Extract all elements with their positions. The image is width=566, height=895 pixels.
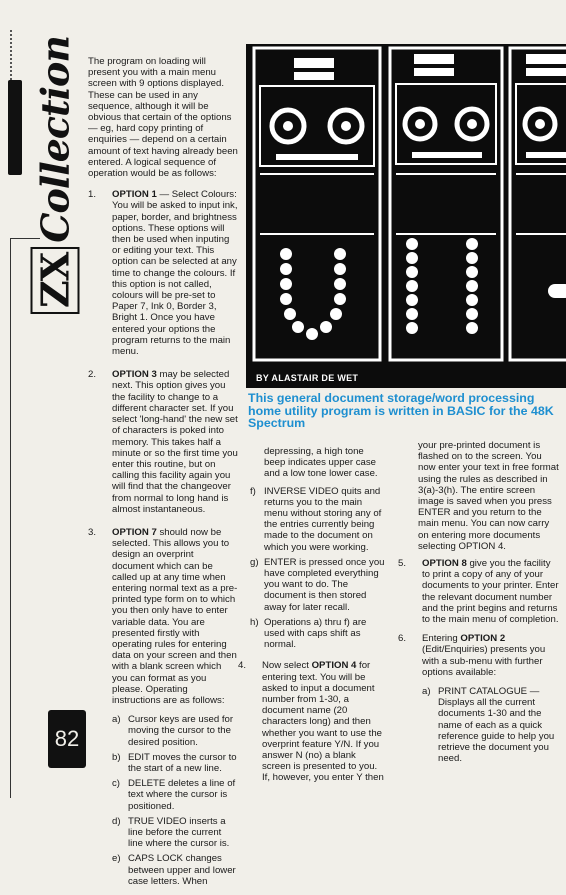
sub-list bbox=[422, 686, 560, 764]
option-list bbox=[238, 660, 386, 783]
option-list bbox=[398, 558, 560, 764]
continued-text: depressing, a high tone beep indicates upper case and a low tone lower case. bbox=[264, 446, 378, 480]
list-item: d) TRUE VIDEO inserts a line before the current line where the cursor is. bbox=[112, 815, 230, 850]
list-item: 1. OPTION 1 — Select Colours: You will be asked to input ink, paper, border, and brightness options. These options will then be used when inputing or editing your text. This option can be selected at any time to change the colours. If this option is not called, colours will be pre-set to Paper 7, Ink 0, Border 3, Bright 1. Once you have entered your options the program returns to the main menu. bbox=[88, 189, 238, 358]
tape-machine-middle bbox=[390, 48, 502, 360]
perforation-dots bbox=[10, 30, 14, 80]
option-list bbox=[88, 189, 238, 887]
column-1 bbox=[88, 56, 238, 895]
continued-text: your pre-printed document is flashed on to the screen. You now enter your text in free format using the rules as described in 3(a)-3(h). The entire screen image is saved when you press ENTER and you return to the main menu. You can now carry on entering more documents selecting OPTION 4. bbox=[418, 440, 559, 552]
list-item: e) CAPS LOCK changes between upper and lower case letters. When bbox=[112, 853, 236, 887]
margin-strip bbox=[0, 0, 24, 800]
page-number: 82 bbox=[48, 710, 86, 768]
list-item: f) INVERSE VIDEO quits and returns you to the main menu without storing any of the entries currently being made to the document on which you were working. bbox=[250, 485, 382, 553]
list-item: 5. OPTION 8 give you the facility to print a copy of any of your documents to your printer. Enter the relevant document number and the print begins and returns to the main menu of completion. bbox=[398, 558, 559, 626]
sub-list bbox=[250, 486, 386, 651]
list-item: h) Operations a) thru f) are used with caps shift as normal. bbox=[250, 616, 367, 651]
brand-title: Collection bbox=[32, 35, 78, 243]
list-item: 2. OPTION 3 may be selected next. This option gives you the facility to change to a different character set. If you select 'long-hand' the new set of characters is poked into memory. This takes half a minute or so the first time you enter this routine, but on calling this facility again you will find that the changeover from normal to long hand is almost instantaneous. bbox=[88, 369, 238, 515]
list-item: 6. Entering OPTION 2 (Edit/Enquiries) presents you with a sub-menu with further options available: a) PRINT CATALOGUE — Displays all the current documents 1-30 and the name of each as a quick reference guide to help you retrieve the document you need. bbox=[398, 633, 560, 764]
sub-list bbox=[112, 714, 238, 887]
tape-machine-right bbox=[510, 48, 566, 360]
column-3 bbox=[398, 440, 560, 772]
intro-paragraph: The program on loading will present you with a main menu screen with 9 options displayed. These can be used in any sequence, although it will be obvious that certain of the options — eg, hard copy printing of enquiries — depend on a certain amount of text having already been entered. A logical sequence of operation would be as follows: bbox=[88, 56, 238, 180]
standfirst: This general document storage/word processing home utility program is written in BASIC for the 48K Spectrum bbox=[248, 391, 554, 431]
margin-rule bbox=[10, 238, 11, 798]
zx-logo-icon: ZX bbox=[31, 246, 80, 313]
tape-machines-graphic bbox=[246, 44, 566, 366]
tape-deck-illustration bbox=[246, 44, 566, 366]
byline: BY ALASTAIR DE WET bbox=[246, 366, 566, 388]
list-item: 4. Now select OPTION 4 for entering text. You will be asked to input a document number from 1-30, a document name (20 characters long) and then whether you want to use the overprint feature Y/N. If you answer N (no) a blank screen is presented to you. If, however, you enter Y then bbox=[238, 660, 384, 784]
column-2 bbox=[238, 446, 386, 792]
list-item: a) Cursor keys are used for moving the cursor to the desired position. bbox=[112, 714, 234, 748]
list-item: g) ENTER is pressed once you have completed everything you want to do. The document is then stored away for later recall. bbox=[250, 556, 385, 613]
section-tab bbox=[8, 80, 22, 175]
list-item: a) PRINT CATALOGUE — Displays all the current documents 1-30 and the name of each as a quick reference guide to help you retrieve the document you need. bbox=[422, 686, 555, 765]
list-item: b) EDIT moves the cursor to the start of a new line. bbox=[112, 751, 237, 774]
list-item: c) DELETE deletes a line of text where the cursor is positioned. bbox=[112, 778, 236, 812]
brand-logo bbox=[30, 35, 80, 308]
list-item: 3. OPTION 7 should now be selected. This allows you to design an overprint document which can be called up at any time when entering normal text as a pre-printed type form on to which you then only have to enter variable data. You are presented firstly with operating rules for entering data on your screen and then with a blank screen which you can format as you please. Operating instructions are as follows: a) Cursor keys are used for moving the cursor to the desired position. b) EDIT moves the cursor to the start of a new line. c) DELETE deletes a line of text where the cursor is positioned. d) TRUE VIDEO inserts a line before the current line where the cursor is. e) CAPS LOCK changes between upper and lower case letters. When bbox=[88, 526, 238, 887]
tape-machine-left bbox=[254, 48, 380, 360]
